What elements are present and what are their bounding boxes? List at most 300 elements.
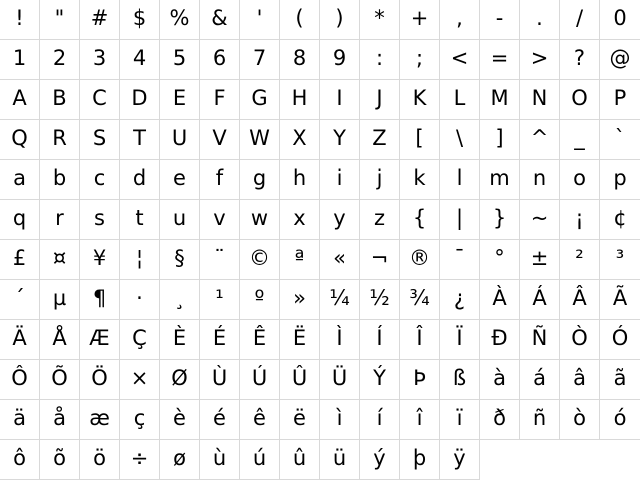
glyph-cell[interactable]: [440, 240, 480, 280]
glyph-character: û: [292, 446, 307, 470]
glyph-cell[interactable]: [120, 360, 160, 400]
glyph-cell[interactable]: [160, 240, 200, 280]
glyph-character: â: [573, 366, 586, 390]
glyph-cell[interactable]: [480, 80, 520, 120]
glyph-cell[interactable]: [320, 160, 360, 200]
glyph-cell[interactable]: [320, 280, 360, 320]
glyph-character: ´: [14, 286, 25, 310]
glyph-cell[interactable]: [360, 280, 400, 320]
glyph-cell[interactable]: [40, 160, 80, 200]
glyph-character: ç: [133, 406, 146, 430]
glyph-character: 6: [212, 46, 227, 70]
glyph-cell[interactable]: [360, 320, 400, 360]
glyph-cell[interactable]: [160, 40, 200, 80]
glyph-cell[interactable]: [200, 360, 240, 400]
glyph-character: $: [132, 6, 147, 30]
glyph-cell[interactable]: [0, 80, 40, 120]
glyph-cell[interactable]: [80, 280, 120, 320]
glyph-cell[interactable]: [40, 400, 80, 440]
glyph-cell[interactable]: [240, 400, 280, 440]
glyph-character: Ó: [611, 326, 629, 350]
glyph-cell[interactable]: [240, 120, 280, 160]
glyph-cell[interactable]: [360, 0, 400, 40]
glyph-cell[interactable]: [80, 240, 120, 280]
glyph-character: Ë: [292, 326, 307, 350]
glyph-character: h: [292, 166, 307, 190]
glyph-cell[interactable]: [120, 0, 160, 40]
glyph-cell[interactable]: [0, 40, 40, 80]
glyph-character: ª: [294, 246, 305, 270]
glyph-cell[interactable]: [320, 80, 360, 120]
glyph-cell[interactable]: [40, 200, 80, 240]
glyph-character: q: [12, 206, 27, 230]
glyph-cell[interactable]: [240, 200, 280, 240]
glyph-character: 9: [332, 46, 347, 70]
glyph-cell[interactable]: [400, 40, 440, 80]
glyph-cell[interactable]: [280, 80, 320, 120]
glyph-character: ×: [130, 366, 149, 390]
glyph-cell[interactable]: [400, 0, 440, 40]
glyph-cell[interactable]: [360, 120, 400, 160]
glyph-cell[interactable]: [240, 320, 280, 360]
glyph-cell[interactable]: [0, 160, 40, 200]
glyph-character: ¬: [370, 246, 389, 270]
glyph-character: ]: [495, 126, 504, 150]
glyph-cell[interactable]: [600, 360, 640, 400]
glyph-character: Ã: [612, 286, 628, 310]
glyph-character: ï: [456, 406, 463, 430]
glyph-cell[interactable]: [0, 120, 40, 160]
glyph-character: Î: [416, 326, 423, 350]
glyph-cell[interactable]: [160, 440, 200, 480]
glyph-cell[interactable]: [520, 0, 560, 40]
glyph-character: N: [531, 86, 548, 110]
glyph-cell[interactable]: [280, 320, 320, 360]
glyph-cell[interactable]: [560, 40, 600, 80]
glyph-cell[interactable]: [520, 400, 560, 440]
glyph-character: ë: [293, 406, 306, 430]
glyph-character: W: [249, 126, 270, 150]
glyph-cell[interactable]: [40, 320, 80, 360]
glyph-cell[interactable]: [480, 400, 520, 440]
glyph-cell[interactable]: [120, 280, 160, 320]
glyph-cell[interactable]: [320, 320, 360, 360]
glyph-cell[interactable]: [520, 360, 560, 400]
glyph-cell[interactable]: [600, 280, 640, 320]
glyph-character: R: [52, 126, 67, 150]
glyph-cell[interactable]: [400, 160, 440, 200]
glyph-cell[interactable]: [480, 0, 520, 40]
glyph-cell[interactable]: [520, 280, 560, 320]
glyph-cell[interactable]: [160, 0, 200, 40]
glyph-character: x: [293, 206, 306, 230]
glyph-character: C: [92, 86, 107, 110]
glyph-character: @: [609, 46, 631, 70]
glyph-cell[interactable]: [480, 360, 520, 400]
glyph-cell[interactable]: [0, 320, 40, 360]
glyph-character: Â: [572, 286, 587, 310]
glyph-character: ¨: [214, 246, 225, 270]
glyph-cell[interactable]: [160, 280, 200, 320]
glyph-character: k: [413, 166, 426, 190]
glyph-character: /: [575, 6, 584, 30]
glyph-cell[interactable]: [520, 40, 560, 80]
glyph-cell[interactable]: [80, 440, 120, 480]
glyph-cell[interactable]: [0, 360, 40, 400]
glyph-character: õ: [53, 446, 66, 470]
glyph-cell[interactable]: [200, 400, 240, 440]
glyph-character: Û: [291, 366, 308, 390]
glyph-cell[interactable]: [400, 240, 440, 280]
glyph-cell[interactable]: [0, 440, 40, 480]
glyph-character: P: [613, 86, 627, 110]
glyph-character: ~: [530, 206, 549, 230]
glyph-cell[interactable]: [480, 240, 520, 280]
glyph-cell-empty: [520, 440, 560, 480]
glyph-character: ¥: [92, 246, 107, 270]
glyph-character: &: [211, 6, 228, 30]
glyph-character: V: [212, 126, 227, 150]
glyph-character: ®: [409, 246, 430, 270]
glyph-cell[interactable]: [560, 360, 600, 400]
glyph-cell[interactable]: [360, 400, 400, 440]
glyph-cell[interactable]: [400, 200, 440, 240]
glyph-cell[interactable]: [240, 240, 280, 280]
glyph-character: Ô: [11, 366, 28, 390]
glyph-cell[interactable]: [120, 80, 160, 120]
glyph-cell[interactable]: [240, 40, 280, 80]
glyph-cell[interactable]: [280, 0, 320, 40]
glyph-cell[interactable]: [320, 40, 360, 80]
glyph-character: !: [15, 6, 24, 30]
glyph-cell[interactable]: [0, 200, 40, 240]
glyph-character: 3: [92, 46, 107, 70]
glyph-cell[interactable]: [160, 360, 200, 400]
glyph-cell[interactable]: [440, 160, 480, 200]
glyph-cell[interactable]: [600, 120, 640, 160]
glyph-cell[interactable]: [0, 0, 40, 40]
glyph-character: Ç: [132, 326, 147, 350]
glyph-character: Á: [532, 286, 547, 310]
glyph-cell-empty: [600, 440, 640, 480]
glyph-character: ¡: [575, 206, 584, 230]
glyph-character: «: [333, 246, 346, 270]
glyph-character: Õ: [51, 366, 68, 390]
glyph-cell[interactable]: [280, 360, 320, 400]
glyph-character: ^: [530, 126, 549, 150]
glyph-cell[interactable]: [600, 320, 640, 360]
glyph-cell[interactable]: [200, 280, 240, 320]
glyph-character: È: [172, 326, 187, 350]
glyph-cell[interactable]: [480, 280, 520, 320]
glyph-cell[interactable]: [160, 400, 200, 440]
glyph-cell[interactable]: [440, 280, 480, 320]
glyph-cell[interactable]: [80, 40, 120, 80]
glyph-cell[interactable]: [40, 80, 80, 120]
glyph-cell[interactable]: [280, 400, 320, 440]
glyph-cell[interactable]: [120, 440, 160, 480]
glyph-character: Ê: [252, 326, 267, 350]
glyph-character: Ï: [456, 326, 463, 350]
glyph-character: }: [492, 206, 507, 230]
glyph-character: ê: [253, 406, 266, 430]
glyph-character: |: [455, 206, 464, 230]
glyph-cell[interactable]: [240, 360, 280, 400]
glyph-cell[interactable]: [520, 80, 560, 120]
glyph-cell[interactable]: [440, 80, 480, 120]
glyph-cell[interactable]: [80, 80, 120, 120]
glyph-cell[interactable]: [40, 280, 80, 320]
glyph-character: H: [291, 86, 308, 110]
glyph-cell[interactable]: [280, 200, 320, 240]
glyph-cell[interactable]: [80, 320, 120, 360]
glyph-cell[interactable]: [400, 400, 440, 440]
glyph-character: þ: [412, 446, 427, 470]
glyph-character: º: [254, 286, 265, 310]
glyph-character: T: [133, 126, 146, 150]
glyph-character: G: [251, 86, 268, 110]
glyph-character: +: [410, 6, 429, 30]
glyph-cell[interactable]: [80, 360, 120, 400]
glyph-cell[interactable]: [120, 240, 160, 280]
glyph-cell[interactable]: [400, 280, 440, 320]
glyph-cell[interactable]: [120, 200, 160, 240]
glyph-character: ¸: [174, 286, 185, 310]
glyph-cell[interactable]: [240, 440, 280, 480]
glyph-cell[interactable]: [360, 80, 400, 120]
glyph-cell[interactable]: [0, 240, 40, 280]
glyph-character: 0: [613, 6, 627, 30]
glyph-cell[interactable]: [600, 0, 640, 40]
glyph-character: c: [93, 166, 106, 190]
glyph-cell[interactable]: [520, 200, 560, 240]
glyph-character: A: [12, 86, 27, 110]
glyph-character: U: [171, 126, 188, 150]
glyph-cell[interactable]: [40, 360, 80, 400]
glyph-cell[interactable]: [400, 440, 440, 480]
glyph-cell[interactable]: [240, 160, 280, 200]
glyph-character: ©: [249, 246, 270, 270]
glyph-cell[interactable]: [200, 240, 240, 280]
glyph-cell[interactable]: [200, 200, 240, 240]
glyph-cell[interactable]: [520, 240, 560, 280]
glyph-cell[interactable]: [600, 200, 640, 240]
glyph-cell[interactable]: [40, 240, 80, 280]
glyph-cell[interactable]: [600, 400, 640, 440]
glyph-cell[interactable]: [440, 200, 480, 240]
glyph-cell[interactable]: [520, 320, 560, 360]
glyph-cell[interactable]: [560, 120, 600, 160]
glyph-cell[interactable]: [440, 400, 480, 440]
glyph-character: u: [172, 206, 187, 230]
glyph-cell[interactable]: [480, 320, 520, 360]
glyph-cell[interactable]: [160, 320, 200, 360]
glyph-character: B: [52, 86, 67, 110]
glyph-cell[interactable]: [480, 40, 520, 80]
glyph-character: ¼: [329, 286, 350, 310]
glyph-character: F: [213, 86, 226, 110]
glyph-cell[interactable]: [360, 160, 400, 200]
glyph-cell[interactable]: [560, 160, 600, 200]
glyph-character: :: [375, 46, 384, 70]
glyph-cell[interactable]: [360, 240, 400, 280]
glyph-character: æ: [89, 406, 110, 430]
glyph-character: n: [532, 166, 547, 190]
glyph-cell[interactable]: [320, 400, 360, 440]
glyph-cell[interactable]: [600, 80, 640, 120]
glyph-cell[interactable]: [400, 320, 440, 360]
glyph-cell[interactable]: [280, 160, 320, 200]
glyph-character: Þ: [413, 366, 426, 390]
glyph-character: §: [174, 246, 185, 270]
glyph-cell[interactable]: [600, 160, 640, 200]
glyph-character: ó: [613, 406, 627, 430]
glyph-character: ±: [530, 246, 549, 270]
glyph-cell[interactable]: [240, 80, 280, 120]
glyph-character: í: [376, 406, 383, 430]
glyph-cell[interactable]: [200, 120, 240, 160]
glyph-cell[interactable]: [360, 440, 400, 480]
glyph-cell[interactable]: [400, 360, 440, 400]
glyph-character: ¤: [52, 246, 67, 270]
glyph-character: Ý: [373, 366, 386, 390]
glyph-cell[interactable]: [320, 440, 360, 480]
glyph-cell[interactable]: [80, 400, 120, 440]
glyph-cell[interactable]: [480, 120, 520, 160]
glyph-cell[interactable]: [360, 200, 400, 240]
glyph-character: f: [215, 166, 224, 190]
glyph-character: µ: [52, 286, 67, 310]
glyph-cell[interactable]: [320, 240, 360, 280]
glyph-cell[interactable]: [560, 320, 600, 360]
glyph-cell[interactable]: [280, 240, 320, 280]
glyph-cell[interactable]: [80, 160, 120, 200]
glyph-cell[interactable]: [80, 200, 120, 240]
glyph-cell[interactable]: [320, 0, 360, 40]
glyph-character: ù: [212, 446, 227, 470]
glyph-character: b: [52, 166, 67, 190]
glyph-character: .: [536, 6, 543, 30]
glyph-cell[interactable]: [560, 200, 600, 240]
glyph-cell[interactable]: [480, 160, 520, 200]
glyph-character: ì: [336, 406, 343, 430]
glyph-cell[interactable]: [200, 80, 240, 120]
glyph-character: ¿: [453, 286, 466, 310]
glyph-cell[interactable]: [560, 80, 600, 120]
glyph-cell[interactable]: [480, 200, 520, 240]
glyph-character: ¹: [215, 286, 224, 310]
glyph-cell[interactable]: [120, 40, 160, 80]
glyph-character: (: [295, 6, 304, 30]
glyph-cell[interactable]: [40, 40, 80, 80]
glyph-cell[interactable]: [280, 120, 320, 160]
glyph-cell[interactable]: [520, 120, 560, 160]
glyph-cell[interactable]: [280, 440, 320, 480]
glyph-character: á: [533, 366, 546, 390]
glyph-cell[interactable]: [400, 120, 440, 160]
glyph-character: ö: [93, 446, 106, 470]
glyph-cell-empty: [560, 440, 600, 480]
glyph-character: Ñ: [531, 326, 548, 350]
glyph-cell[interactable]: [360, 360, 400, 400]
glyph-cell[interactable]: [560, 400, 600, 440]
glyph-character: 7: [252, 46, 267, 70]
glyph-cell[interactable]: [600, 40, 640, 80]
glyph-cell[interactable]: [80, 0, 120, 40]
glyph-cell[interactable]: [200, 160, 240, 200]
glyph-cell[interactable]: [440, 440, 480, 480]
glyph-cell[interactable]: [320, 360, 360, 400]
glyph-character: ·: [136, 286, 143, 310]
glyph-cell[interactable]: [120, 320, 160, 360]
glyph-cell[interactable]: [320, 200, 360, 240]
glyph-cell[interactable]: [200, 0, 240, 40]
glyph-cell[interactable]: [280, 280, 320, 320]
glyph-cell[interactable]: [560, 240, 600, 280]
glyph-cell[interactable]: [440, 40, 480, 80]
glyph-cell[interactable]: [120, 400, 160, 440]
glyph-cell[interactable]: [120, 160, 160, 200]
glyph-character: ): [335, 6, 344, 30]
glyph-cell[interactable]: [200, 320, 240, 360]
glyph-cell[interactable]: [560, 280, 600, 320]
glyph-cell[interactable]: [40, 120, 80, 160]
glyph-character: ð: [493, 406, 506, 430]
glyph-cell[interactable]: [440, 320, 480, 360]
glyph-cell[interactable]: [240, 280, 280, 320]
glyph-cell[interactable]: [440, 120, 480, 160]
glyph-cell[interactable]: [360, 40, 400, 80]
glyph-cell[interactable]: [520, 160, 560, 200]
glyph-character: è: [173, 406, 186, 430]
glyph-character: j: [376, 166, 383, 190]
glyph-cell[interactable]: [600, 240, 640, 280]
glyph-cell[interactable]: [440, 0, 480, 40]
glyph-cell[interactable]: [40, 0, 80, 40]
glyph-character: 4: [132, 46, 147, 70]
glyph-cell[interactable]: [440, 360, 480, 400]
glyph-cell[interactable]: [400, 80, 440, 120]
glyph-cell[interactable]: [160, 200, 200, 240]
glyph-cell[interactable]: [160, 120, 200, 160]
glyph-character: ¢: [613, 206, 627, 230]
glyph-character: ¶: [92, 286, 107, 310]
glyph-character: Q: [11, 126, 28, 150]
glyph-cell[interactable]: [240, 0, 280, 40]
glyph-character: ß: [452, 366, 467, 390]
glyph-character: >: [530, 46, 549, 70]
glyph-character: ,: [456, 6, 463, 30]
glyph-character: Å: [52, 326, 67, 350]
glyph-cell[interactable]: [160, 160, 200, 200]
glyph-cell[interactable]: [120, 120, 160, 160]
glyph-cell[interactable]: [200, 40, 240, 80]
glyph-character: K: [412, 86, 427, 110]
glyph-cell[interactable]: [160, 80, 200, 120]
glyph-cell[interactable]: [200, 440, 240, 480]
glyph-character: E: [172, 86, 187, 110]
glyph-character: Ä: [12, 326, 27, 350]
glyph-cell[interactable]: [80, 120, 120, 160]
glyph-cell[interactable]: [0, 400, 40, 440]
glyph-cell[interactable]: [280, 40, 320, 80]
glyph-character: ã: [613, 366, 627, 390]
glyph-cell[interactable]: [0, 280, 40, 320]
glyph-cell[interactable]: [320, 120, 360, 160]
glyph-character: J: [376, 86, 383, 110]
glyph-cell[interactable]: [40, 440, 80, 480]
glyph-cell[interactable]: [560, 0, 600, 40]
